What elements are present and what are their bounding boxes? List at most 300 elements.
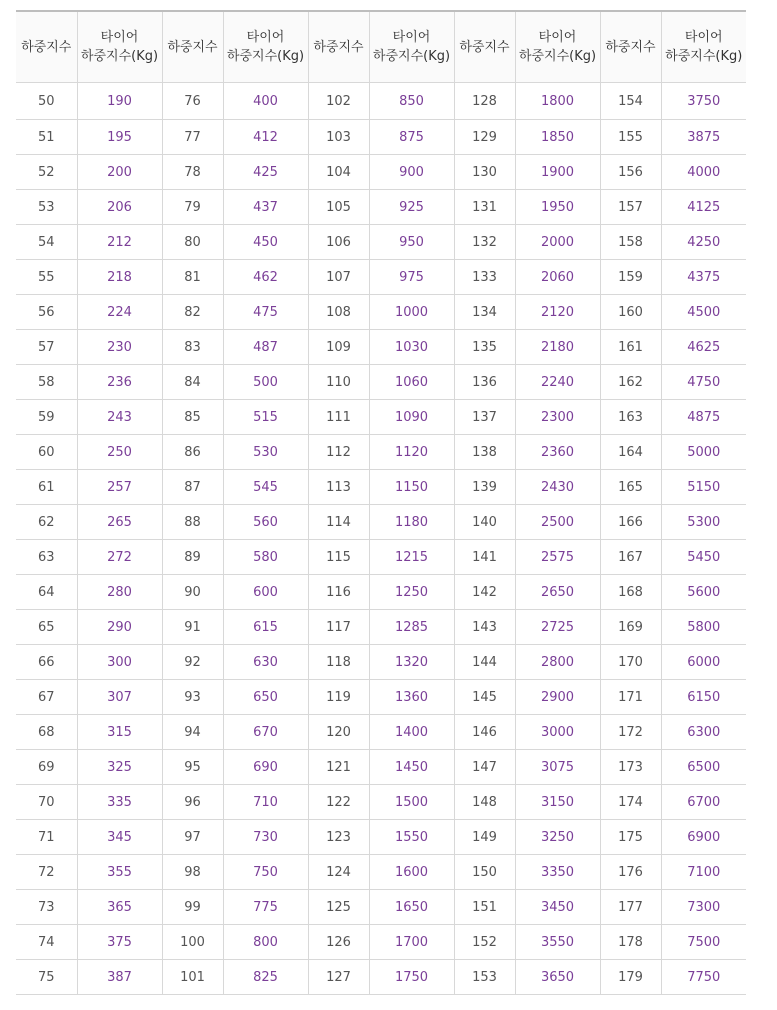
load-index-cell: 133	[454, 260, 515, 295]
tire-load-kg-cell: 437	[223, 190, 308, 225]
load-index-cell: 63	[16, 540, 77, 575]
tire-load-kg-cell: 975	[369, 260, 454, 295]
tire-load-kg-cell: 6300	[661, 715, 746, 750]
tire-load-kg-cell: 1550	[369, 820, 454, 855]
load-index-cell: 113	[308, 470, 369, 505]
table-row	[16, 540, 746, 575]
load-index-cell: 81	[162, 260, 223, 295]
tire-load-kg-cell: 2575	[515, 540, 600, 575]
load-index-cell: 161	[600, 330, 661, 365]
load-index-cell: 89	[162, 540, 223, 575]
table-row	[16, 120, 746, 155]
load-index-cell: 110	[308, 365, 369, 400]
tire-load-kg-cell: 2300	[515, 400, 600, 435]
table-row	[16, 960, 746, 995]
table-row	[16, 680, 746, 715]
tire-load-kg-cell: 4500	[661, 295, 746, 330]
load-index-cell: 165	[600, 470, 661, 505]
header-label-line: 하중지수(Kg)	[665, 49, 743, 64]
tire-load-kg-cell: 5000	[661, 435, 746, 470]
header-label-line: 타이어	[246, 30, 285, 45]
tire-load-kg-cell: 5150	[661, 470, 746, 505]
tire-load-kg-cell: 1030	[369, 330, 454, 365]
load-index-cell: 176	[600, 855, 661, 890]
tire-load-kg-cell: 3450	[515, 890, 600, 925]
load-index-cell: 95	[162, 750, 223, 785]
load-index-cell: 135	[454, 330, 515, 365]
header-label-line: 하중지수	[167, 39, 218, 55]
load-index-cell: 92	[162, 645, 223, 680]
load-index-cell: 62	[16, 505, 77, 540]
table-body	[16, 83, 746, 995]
load-index-cell: 174	[600, 785, 661, 820]
tire-load-kg-cell: 290	[77, 610, 162, 645]
tire-load-kg-cell: 5450	[661, 540, 746, 575]
load-index-cell: 82	[162, 295, 223, 330]
table-row	[16, 155, 746, 190]
load-index-cell: 130	[454, 155, 515, 190]
load-index-cell: 86	[162, 435, 223, 470]
load-index-cell: 178	[600, 925, 661, 960]
tire-load-kg-cell: 325	[77, 750, 162, 785]
tire-load-kg-cell: 4750	[661, 365, 746, 400]
load-index-cell: 99	[162, 890, 223, 925]
tire-load-kg-cell: 1950	[515, 190, 600, 225]
load-index-cell: 171	[600, 680, 661, 715]
load-index-cell: 61	[16, 470, 77, 505]
header-tire-load-kg	[77, 11, 162, 83]
load-index-cell: 64	[16, 575, 77, 610]
load-index-cell: 101	[162, 960, 223, 995]
tire-load-kg-cell: 280	[77, 575, 162, 610]
tire-load-kg-cell: 545	[223, 470, 308, 505]
tire-load-kg-cell: 3250	[515, 820, 600, 855]
tire-load-kg-cell: 3350	[515, 855, 600, 890]
tire-load-kg-cell: 2000	[515, 225, 600, 260]
load-index-cell: 60	[16, 435, 77, 470]
tire-load-kg-cell: 850	[369, 83, 454, 120]
tire-load-kg-cell: 4125	[661, 190, 746, 225]
load-index-cell: 173	[600, 750, 661, 785]
load-index-cell: 137	[454, 400, 515, 435]
header-label-line: 타이어	[538, 30, 577, 45]
load-index-cell: 102	[308, 83, 369, 120]
load-index-cell: 172	[600, 715, 661, 750]
load-index-cell: 120	[308, 715, 369, 750]
tire-load-kg-cell: 600	[223, 575, 308, 610]
load-index-cell: 148	[454, 785, 515, 820]
load-index-cell: 146	[454, 715, 515, 750]
header-label-line: 하중지수	[459, 39, 510, 55]
load-index-cell: 162	[600, 365, 661, 400]
header-load-index	[162, 11, 223, 83]
load-index-cell: 147	[454, 750, 515, 785]
load-index-cell: 109	[308, 330, 369, 365]
load-index-cell: 117	[308, 610, 369, 645]
load-index-cell: 75	[16, 960, 77, 995]
tire-load-kg-cell: 3075	[515, 750, 600, 785]
load-index-cell: 70	[16, 785, 77, 820]
load-index-cell: 73	[16, 890, 77, 925]
tire-load-kg-cell: 630	[223, 645, 308, 680]
load-index-cell: 53	[16, 190, 77, 225]
tire-load-kg-cell: 950	[369, 225, 454, 260]
tire-load-kg-cell: 4375	[661, 260, 746, 295]
tire-load-kg-cell: 7100	[661, 855, 746, 890]
tire-load-kg-cell: 2360	[515, 435, 600, 470]
load-index-cell: 115	[308, 540, 369, 575]
tire-load-kg-cell: 690	[223, 750, 308, 785]
load-index-cell: 112	[308, 435, 369, 470]
tire-load-kg-cell: 825	[223, 960, 308, 995]
load-index-cell: 52	[16, 155, 77, 190]
table-row	[16, 925, 746, 960]
tire-load-kg-cell: 6700	[661, 785, 746, 820]
load-index-cell: 50	[16, 83, 77, 120]
tire-load-kg-cell: 3000	[515, 715, 600, 750]
load-index-cell: 151	[454, 890, 515, 925]
load-index-cell: 125	[308, 890, 369, 925]
tire-load-kg-cell: 5600	[661, 575, 746, 610]
tire-load-kg-cell: 1450	[369, 750, 454, 785]
tire-load-kg-cell: 355	[77, 855, 162, 890]
tire-load-kg-cell: 1320	[369, 645, 454, 680]
header-tire-load-kg	[223, 11, 308, 83]
tire-load-kg-cell: 3750	[661, 83, 746, 120]
header-label-line: 하중지수(Kg)	[518, 49, 597, 64]
load-index-cell: 79	[162, 190, 223, 225]
load-index-cell: 145	[454, 680, 515, 715]
load-index-cell: 149	[454, 820, 515, 855]
tire-load-kg-cell: 800	[223, 925, 308, 960]
tire-load-kg-cell: 1800	[515, 83, 600, 120]
tire-load-kg-cell: 224	[77, 295, 162, 330]
table-row	[16, 330, 746, 365]
tire-load-kg-cell: 2430	[515, 470, 600, 505]
tire-load-kg-cell: 1900	[515, 155, 600, 190]
tire-load-kg-cell: 580	[223, 540, 308, 575]
load-index-cell: 54	[16, 225, 77, 260]
tire-load-kg-cell: 2180	[515, 330, 600, 365]
tire-load-kg-cell: 7500	[661, 925, 746, 960]
table-row	[16, 470, 746, 505]
load-index-cell: 118	[308, 645, 369, 680]
load-index-cell: 156	[600, 155, 661, 190]
tire-load-kg-cell: 1215	[369, 540, 454, 575]
load-index-cell: 116	[308, 575, 369, 610]
tire-load-kg-cell: 345	[77, 820, 162, 855]
table-row	[16, 715, 746, 750]
load-index-cell: 105	[308, 190, 369, 225]
load-index-cell: 94	[162, 715, 223, 750]
table-row	[16, 365, 746, 400]
tire-load-kg-cell: 2120	[515, 295, 600, 330]
tire-load-kg-cell: 190	[77, 83, 162, 120]
table-row	[16, 890, 746, 925]
load-index-cell: 103	[308, 120, 369, 155]
tire-load-kg-cell: 1650	[369, 890, 454, 925]
load-index-cell: 177	[600, 890, 661, 925]
load-index-cell: 93	[162, 680, 223, 715]
tire-load-kg-cell: 560	[223, 505, 308, 540]
tire-load-kg-cell: 2240	[515, 365, 600, 400]
load-index-cell: 106	[308, 225, 369, 260]
tire-load-kg-cell: 900	[369, 155, 454, 190]
load-index-cell: 141	[454, 540, 515, 575]
load-index-cell: 76	[162, 83, 223, 120]
tire-load-kg-cell: 670	[223, 715, 308, 750]
header-tire-load-kg	[515, 11, 600, 83]
load-index-cell: 154	[600, 83, 661, 120]
tire-load-kg-cell: 200	[77, 155, 162, 190]
table-row	[16, 820, 746, 855]
load-index-cell: 51	[16, 120, 77, 155]
load-index-cell: 132	[454, 225, 515, 260]
tire-load-kg-cell: 2900	[515, 680, 600, 715]
tire-load-kg-cell: 300	[77, 645, 162, 680]
tire-load-kg-cell: 387	[77, 960, 162, 995]
tire-load-kg-cell: 1600	[369, 855, 454, 890]
load-index-cell: 168	[600, 575, 661, 610]
header-label-line: 하중지수(Kg)	[226, 49, 305, 64]
load-index-cell: 108	[308, 295, 369, 330]
tire-load-kg-cell: 250	[77, 435, 162, 470]
load-index-cell: 88	[162, 505, 223, 540]
tire-load-kg-cell: 4250	[661, 225, 746, 260]
load-index-cell: 119	[308, 680, 369, 715]
header-load-index	[308, 11, 369, 83]
load-index-cell: 100	[162, 925, 223, 960]
tire-load-kg-cell: 615	[223, 610, 308, 645]
header-label-line: 하중지수	[21, 39, 72, 55]
tire-load-kg-cell: 6000	[661, 645, 746, 680]
load-index-cell: 97	[162, 820, 223, 855]
load-index-cell: 114	[308, 505, 369, 540]
load-index-cell: 80	[162, 225, 223, 260]
tire-load-kg-cell: 1060	[369, 365, 454, 400]
header-label-line: 하중지수(Kg)	[372, 49, 451, 64]
load-index-cell: 55	[16, 260, 77, 295]
tire-load-kg-cell: 412	[223, 120, 308, 155]
tire-load-kg-cell: 1120	[369, 435, 454, 470]
load-index-cell: 136	[454, 365, 515, 400]
load-index-cell: 143	[454, 610, 515, 645]
load-index-cell: 122	[308, 785, 369, 820]
tire-load-kg-cell: 6150	[661, 680, 746, 715]
tire-load-kg-cell: 265	[77, 505, 162, 540]
tire-load-kg-cell: 925	[369, 190, 454, 225]
table-row	[16, 190, 746, 225]
load-index-cell: 170	[600, 645, 661, 680]
load-index-cell: 107	[308, 260, 369, 295]
load-index-cell: 167	[600, 540, 661, 575]
load-index-cell: 175	[600, 820, 661, 855]
tire-load-kg-cell: 1000	[369, 295, 454, 330]
header-label-line: 하중지수(Kg)	[80, 49, 159, 64]
tire-load-kg-cell: 7750	[661, 960, 746, 995]
load-index-cell: 140	[454, 505, 515, 540]
table-row	[16, 610, 746, 645]
load-index-cell: 150	[454, 855, 515, 890]
load-index-cell: 169	[600, 610, 661, 645]
load-index-cell: 67	[16, 680, 77, 715]
tire-load-kg-cell: 365	[77, 890, 162, 925]
load-index-cell: 85	[162, 400, 223, 435]
load-index-cell: 66	[16, 645, 77, 680]
table-row	[16, 435, 746, 470]
header-label-line: 하중지수	[313, 39, 364, 55]
load-index-cell: 71	[16, 820, 77, 855]
header-label-line: 타이어	[684, 30, 723, 45]
tire-load-kg-cell: 775	[223, 890, 308, 925]
tire-load-kg-cell: 730	[223, 820, 308, 855]
tire-load-kg-cell: 3550	[515, 925, 600, 960]
header-load-index	[600, 11, 661, 83]
table-row	[16, 575, 746, 610]
tire-load-kg-cell: 400	[223, 83, 308, 120]
tire-load-kg-cell: 206	[77, 190, 162, 225]
tire-load-kg-cell: 1250	[369, 575, 454, 610]
load-index-cell: 91	[162, 610, 223, 645]
tire-load-kg-cell: 462	[223, 260, 308, 295]
tire-load-kg-cell: 1150	[369, 470, 454, 505]
header-label-line: 타이어	[100, 30, 139, 45]
tire-load-kg-cell: 1180	[369, 505, 454, 540]
tire-load-kg-cell: 500	[223, 365, 308, 400]
tire-load-kg-cell: 7300	[661, 890, 746, 925]
tire-load-kg-cell: 3650	[515, 960, 600, 995]
load-index-cell: 142	[454, 575, 515, 610]
load-index-cell: 111	[308, 400, 369, 435]
tire-load-kg-cell: 3150	[515, 785, 600, 820]
load-index-cell: 83	[162, 330, 223, 365]
tire-load-kg-cell: 6900	[661, 820, 746, 855]
load-index-cell: 128	[454, 83, 515, 120]
load-index-cell: 121	[308, 750, 369, 785]
load-index-cell: 78	[162, 155, 223, 190]
load-index-cell: 160	[600, 295, 661, 330]
tire-load-kg-cell: 4875	[661, 400, 746, 435]
load-index-cell: 139	[454, 470, 515, 505]
tire-load-kg-cell: 530	[223, 435, 308, 470]
load-index-cell: 129	[454, 120, 515, 155]
load-index-cell: 87	[162, 470, 223, 505]
tire-load-kg-cell: 236	[77, 365, 162, 400]
tire-load-kg-cell: 2060	[515, 260, 600, 295]
tire-load-kg-cell: 307	[77, 680, 162, 715]
tire-load-kg-cell: 3875	[661, 120, 746, 155]
table-row	[16, 225, 746, 260]
load-index-cell: 68	[16, 715, 77, 750]
table-row	[16, 260, 746, 295]
tire-load-kg-cell: 425	[223, 155, 308, 190]
load-index-cell: 65	[16, 610, 77, 645]
tire-load-kg-cell: 487	[223, 330, 308, 365]
load-index-cell: 58	[16, 365, 77, 400]
table-row	[16, 505, 746, 540]
tire-load-kg-cell: 1360	[369, 680, 454, 715]
load-index-cell: 123	[308, 820, 369, 855]
table-row	[16, 83, 746, 120]
tire-load-kg-cell: 218	[77, 260, 162, 295]
load-index-cell: 77	[162, 120, 223, 155]
table-row	[16, 400, 746, 435]
header-load-index	[454, 11, 515, 83]
tire-load-kg-cell: 1700	[369, 925, 454, 960]
tire-load-kg-cell: 1090	[369, 400, 454, 435]
tire-load-kg-cell: 1400	[369, 715, 454, 750]
load-index-cell: 57	[16, 330, 77, 365]
load-index-cell: 159	[600, 260, 661, 295]
load-index-cell: 98	[162, 855, 223, 890]
tire-load-kg-cell: 750	[223, 855, 308, 890]
tire-load-kg-cell: 195	[77, 120, 162, 155]
tire-load-kg-cell: 2800	[515, 645, 600, 680]
load-index-cell: 126	[308, 925, 369, 960]
load-index-cell: 179	[600, 960, 661, 995]
load-index-cell: 72	[16, 855, 77, 890]
load-index-cell: 131	[454, 190, 515, 225]
tire-load-kg-cell: 6500	[661, 750, 746, 785]
tire-load-kg-cell: 475	[223, 295, 308, 330]
load-index-cell: 152	[454, 925, 515, 960]
load-index-cell: 157	[600, 190, 661, 225]
load-index-cell: 164	[600, 435, 661, 470]
tire-load-kg-cell: 257	[77, 470, 162, 505]
tire-load-kg-cell: 4000	[661, 155, 746, 190]
tire-load-kg-cell: 650	[223, 680, 308, 715]
tire-load-kg-cell: 2650	[515, 575, 600, 610]
load-index-cell: 69	[16, 750, 77, 785]
load-index-cell: 158	[600, 225, 661, 260]
load-index-cell: 163	[600, 400, 661, 435]
header-tire-load-kg	[369, 11, 454, 83]
tire-load-kg-cell: 335	[77, 785, 162, 820]
table-row	[16, 750, 746, 785]
header-row	[16, 11, 746, 83]
table-row	[16, 785, 746, 820]
load-index-table	[16, 10, 746, 995]
tire-load-kg-cell: 450	[223, 225, 308, 260]
load-index-cell: 56	[16, 295, 77, 330]
load-index-cell: 74	[16, 925, 77, 960]
tire-load-kg-cell: 1285	[369, 610, 454, 645]
load-index-cell: 144	[454, 645, 515, 680]
load-index-cell: 96	[162, 785, 223, 820]
load-index-cell: 84	[162, 365, 223, 400]
tire-load-kg-cell: 1500	[369, 785, 454, 820]
load-index-cell: 134	[454, 295, 515, 330]
tire-load-kg-cell: 212	[77, 225, 162, 260]
load-index-cell: 155	[600, 120, 661, 155]
load-index-cell: 59	[16, 400, 77, 435]
tire-load-kg-cell: 2500	[515, 505, 600, 540]
tire-load-kg-cell: 272	[77, 540, 162, 575]
load-index-cell: 90	[162, 575, 223, 610]
table-row	[16, 855, 746, 890]
load-index-cell: 127	[308, 960, 369, 995]
tire-load-kg-cell: 5800	[661, 610, 746, 645]
load-index-cell: 166	[600, 505, 661, 540]
tire-load-kg-cell: 710	[223, 785, 308, 820]
table-row	[16, 645, 746, 680]
load-index-cell: 104	[308, 155, 369, 190]
tire-load-kg-cell: 230	[77, 330, 162, 365]
load-index-cell: 138	[454, 435, 515, 470]
tire-load-kg-cell: 875	[369, 120, 454, 155]
table-header	[16, 11, 746, 83]
load-index-cell: 124	[308, 855, 369, 890]
